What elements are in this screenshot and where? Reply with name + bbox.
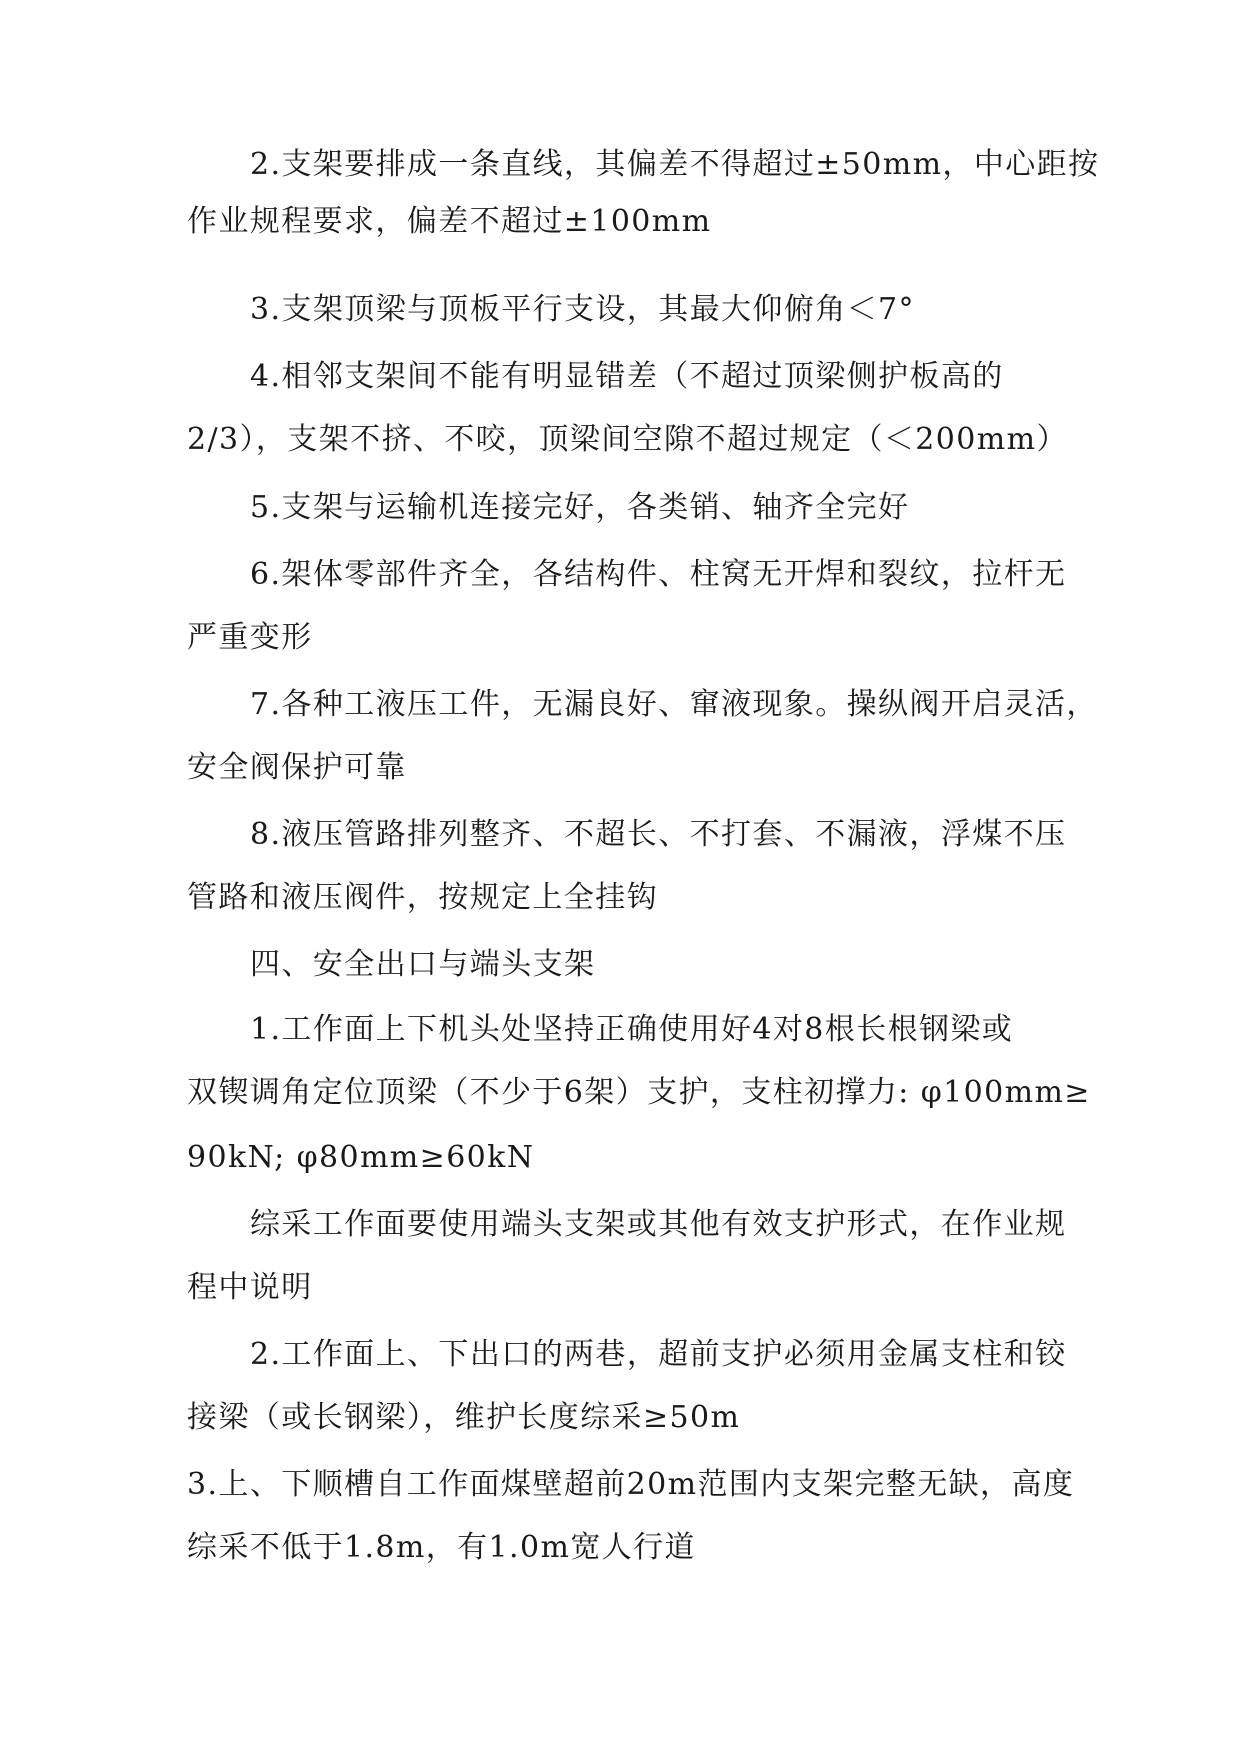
text-line: 双锲调角定位顶梁（不少于6架）支护，支柱初撑力: φ100mm≥ — [187, 1075, 1091, 1110]
text-line: 严重变形 — [187, 620, 313, 655]
text-line: 安全阀保护可靠 — [187, 750, 407, 785]
text-line: 3.上、下顺槽自工作面煤壁超前20m范围内支架完整无缺，高度 — [187, 1467, 1075, 1502]
text-line: 管路和液压阀件，按规定上全挂钩 — [187, 880, 658, 915]
text-line: 7.各种工液压工件，无漏良好、窜液现象。操纵阀开启灵活， — [250, 687, 1098, 722]
text-line: 作业规程要求，偏差不超过±100mm — [187, 204, 712, 239]
text-line: 4.相邻支架间不能有明显错差（不超过顶梁侧护板高的 — [250, 359, 1004, 394]
text-line: 2/3），支架不挤、不咬，顶梁间空隙不超过规定（＜200mm） — [187, 422, 1068, 457]
text-line: 综采工作面要使用端头支架或其他有效支护形式，在作业规 — [250, 1207, 1067, 1242]
text-line: 综采不低于1.8m，有1.0m宽人行道 — [187, 1530, 696, 1565]
text-line: 5.支架与运输机连接完好，各类销、轴齐全完好 — [250, 490, 910, 525]
text-line: 6.架体零部件齐全，各结构件、柱窝无开焊和裂纹，拉杆无 — [250, 557, 1067, 592]
text-line: 2.工作面上、下出口的两巷，超前支护必须用金属支柱和铰 — [250, 1337, 1067, 1372]
text-line: 程中说明 — [187, 1270, 313, 1305]
text-line: 8.液压管路排列整齐、不超长、不打套、不漏液，浮煤不压 — [250, 817, 1067, 852]
text-line: 接梁（或长钢梁），维护长度综采≥50m — [187, 1400, 741, 1435]
text-line: 90kN; φ80mm≥60kN — [187, 1140, 535, 1175]
section-heading: 四、安全出口与端头支架 — [250, 947, 596, 982]
text-line: 2.支架要排成一条直线，其偏差不得超过±50mm，中心距按 — [250, 147, 1100, 182]
text-line: 3.支架顶梁与顶板平行支设，其最大仰俯角＜7° — [250, 292, 915, 327]
text-line: 1.工作面上下机头处坚持正确使用好4对8根长根钢梁或 — [250, 1012, 1014, 1047]
